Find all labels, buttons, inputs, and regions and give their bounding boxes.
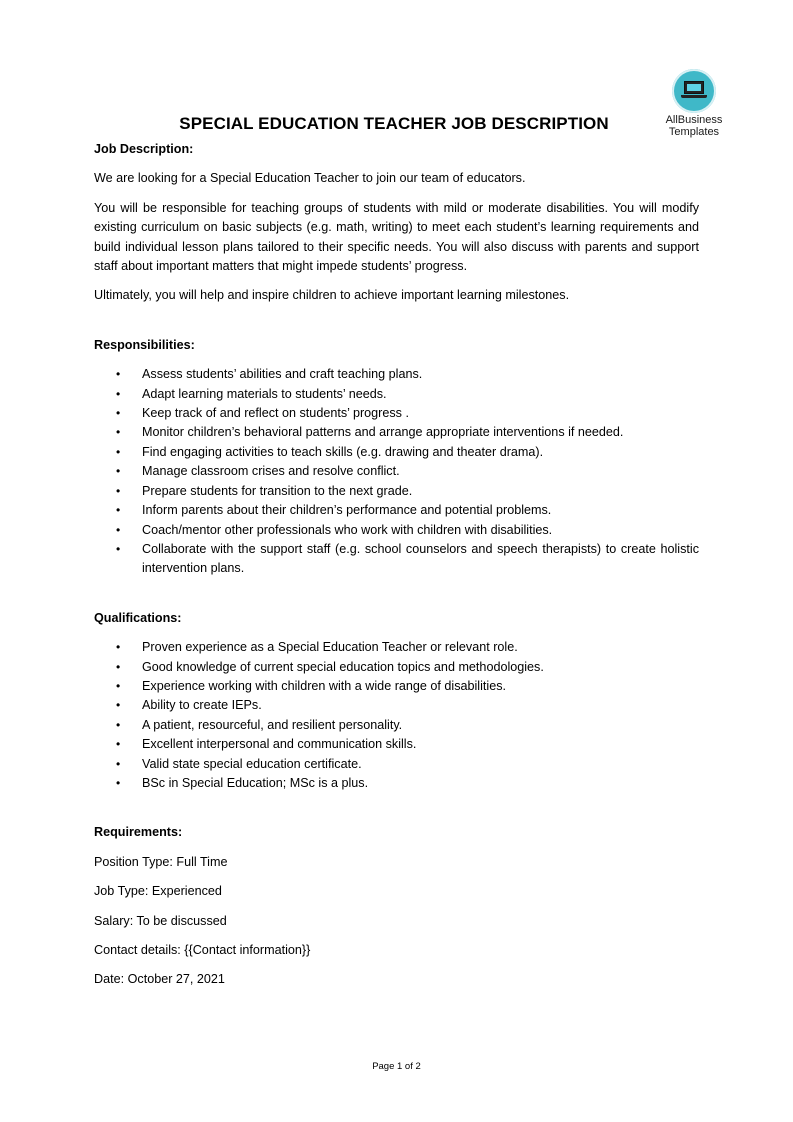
section-spacer (94, 793, 699, 823)
logo-line1: AllBusiness (665, 114, 723, 126)
list-item: • Valid state special education certificate. (94, 755, 699, 774)
list-item: • Keep track of and reflect on students’ progress . (94, 404, 699, 423)
logo-circle (672, 69, 716, 113)
bullet: • (116, 483, 121, 498)
responsibilities-heading: Responsibilities: (94, 337, 195, 352)
bullet: • (116, 698, 121, 713)
job-description-heading: Job Description: (94, 142, 194, 156)
list-item: • Manage classroom crises and resolve conflict. (94, 462, 699, 481)
list-item: • Find engaging activities to teach skills (e.g. drawing and theater drama). (94, 443, 699, 462)
requirement-position-type: Position Type: Full Time (94, 854, 228, 869)
bullet: • (116, 406, 121, 421)
job-description-paragraph: You will be responsible for teaching groups of students with mild or moderate disabilities. You will modify existing curriculum on basic subjects (e.g. math, writing) to meet each student’s learning requirements and build individual lesson plans tailored to their specific needs. You will also discuss with parents and support staff about important matters that might impede students’ progress. (94, 200, 699, 274)
bullet: • (116, 522, 121, 537)
responsibilities-list (94, 365, 699, 578)
list-item: • Adapt learning materials to students’ needs. (94, 385, 699, 404)
list-item: • Ability to create IEPs. (94, 696, 699, 715)
bullet: • (116, 367, 121, 382)
list-item: • Experience working with children with a wide range of disabilities. (94, 677, 699, 696)
document-title: SPECIAL EDUCATION TEACHER JOB DESCRIPTION (179, 114, 609, 133)
bullet: • (116, 386, 121, 401)
laptop-icon (684, 81, 704, 94)
document-body (94, 140, 699, 990)
qualifications-list (94, 638, 699, 793)
list-item: • Prepare students for transition to the next grade. (94, 482, 699, 501)
page-number: Page 1 of 2 (372, 1061, 421, 1072)
list-item: • Proven experience as a Special Education Teacher or relevant role. (94, 638, 699, 657)
bullet: • (116, 503, 121, 518)
bullet: • (116, 640, 121, 655)
job-description-paragraph: Ultimately, you will help and inspire children to achieve important learning milestones. (94, 288, 570, 303)
laptop-base (681, 95, 707, 98)
requirement-date: Date: October 27, 2021 (94, 972, 225, 987)
list-item: • Inform parents about their children’s performance and potential problems. (94, 501, 699, 520)
requirements-heading: Requirements: (94, 825, 183, 840)
bullet: • (116, 775, 121, 790)
bullet: • (116, 756, 121, 771)
bullet: • (116, 541, 121, 556)
requirement-contact-details: Contact details: {{Contact information}} (94, 943, 311, 957)
bullet: • (116, 444, 121, 459)
bullet: • (116, 678, 121, 693)
requirement-job-type: Job Type: Experienced (94, 884, 222, 899)
list-item: • Assess students’ abilities and craft teaching plans. (94, 365, 699, 384)
list-item: • Good knowledge of current special education topics and methodologies. (94, 658, 699, 677)
list-item: • Coach/mentor other professionals who work with children with disabilities. (94, 521, 699, 540)
bullet: • (116, 737, 121, 752)
list-item: • Excellent interpersonal and communication skills. (94, 735, 699, 754)
job-description-paragraph: We are looking for a Special Education Teacher to join our team of educators. (94, 171, 526, 186)
section-spacer (94, 306, 699, 336)
list-item: • Collaborate with the support staff (e.g. school counselors and speech therapists) to create holistic intervention plans. (116, 541, 699, 576)
bullet: • (116, 659, 121, 674)
logo-line2: Templates (668, 126, 720, 138)
bullet: • (116, 425, 121, 440)
list-item: • Monitor children’s behavioral patterns and arrange appropriate interventions if needed. (94, 423, 699, 442)
bullet: • (116, 717, 121, 732)
bullet: • (116, 464, 121, 479)
section-spacer (94, 579, 699, 609)
list-item: • A patient, resourceful, and resilient personality. (94, 716, 699, 735)
qualifications-heading: Qualifications: (94, 610, 182, 625)
list-item: • BSc in Special Education; MSc is a plus. (94, 774, 699, 793)
requirement-salary: Salary: To be discussed (94, 913, 227, 928)
